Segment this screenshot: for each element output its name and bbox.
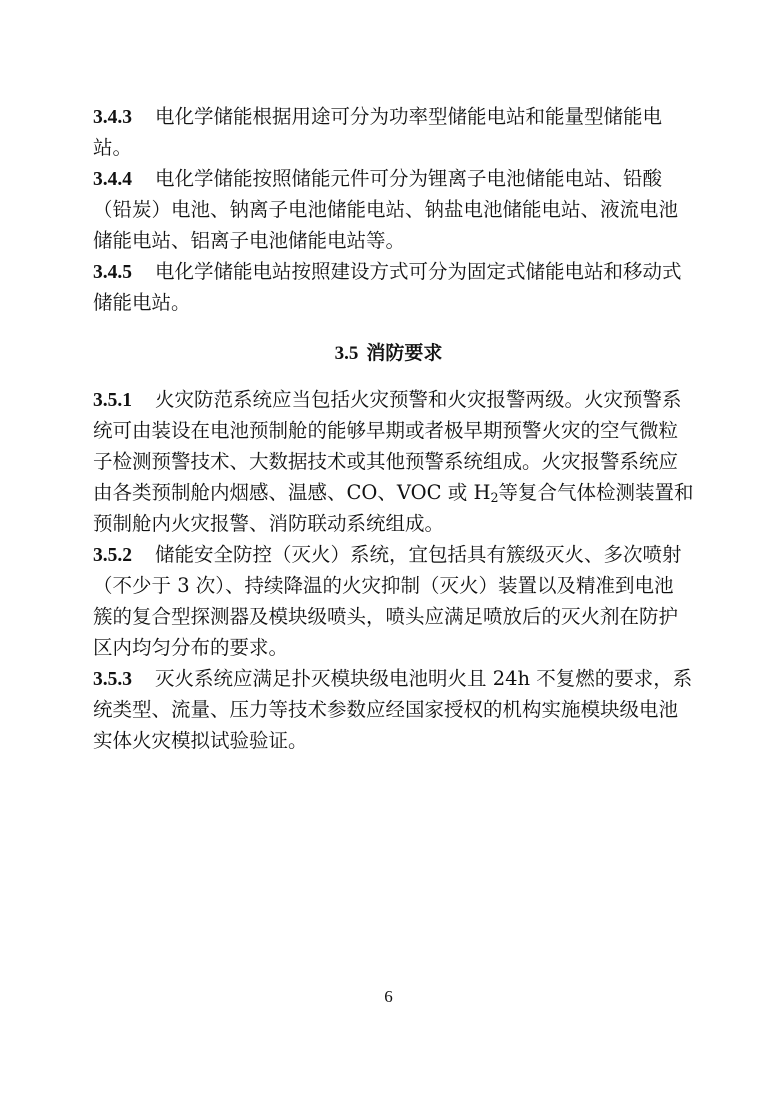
clause-text: （铅炭）电池、钠离子电池储能电站、钠盐电池储能电站、液流电池 [93,198,679,221]
clause-3-5-2-line-3 [93,602,678,632]
clause-text: 等复合气体检测装置和 [498,481,694,504]
clause-text: 区内均匀分布的要求。 [93,636,289,659]
clause-3-5-3-line-2 [93,695,678,725]
clause-3-4-4-line-2 [93,195,678,225]
clause-3-5-1-line-1 [93,385,682,416]
clause-3-4-4-line-3 [93,226,405,256]
clause-text: 由各类预制舱内烟感、温感、CO、VOC 或 H [93,481,491,504]
clause-text: 电化学储能根据用途可分为功率型储能电站和能量型储能电 [155,105,663,128]
clause-text: 子检测预警技术、大数据技术或其他预警系统组成。火灾报警系统应 [93,450,679,473]
clause-3-4-3-line-1 [93,102,662,133]
clause-3-5-3-line-3 [93,726,308,756]
section-title: 消防要求 [366,342,443,364]
clause-number: 3.4.3 [93,107,132,128]
page-number: 6 [384,987,393,1006]
clause-text: 火灾防范系统应当包括火灾预警和火灾报警两级。火灾预警系 [155,388,682,411]
clause-text: 簇的复合型探测器及模块级喷头，喷头应满足喷放后的灭火剂在防护 [93,605,679,628]
clause-3-5-2-line-1 [93,540,682,571]
clause-text: 电化学储能按照储能元件可分为锂离子电池储能电站、铅酸 [155,167,663,190]
clause-text: 统可由装设在电池预制舱的能够早期或者极早期预警火灾的空气微粒 [93,419,679,442]
clause-text: 站。 [93,136,133,159]
clause-text: 灭火系统应满足扑灭模块级电池明火且 24h 不复燃的要求，系 [155,667,693,690]
clause-3-4-4-line-1 [93,164,662,195]
subscript: 2 [490,490,499,506]
clause-number: 3.4.4 [93,169,132,190]
clause-number: 3.5.1 [93,390,132,411]
clause-3-5-1-line-4 [93,478,694,508]
clause-3-4-5-line-1 [93,257,682,288]
clause-3-4-3-line-2 [93,133,132,163]
clause-text: 实体火灾模拟试验验证。 [93,729,308,752]
clause-3-5-1-line-2 [93,416,678,446]
clause-3-5-1-line-3 [93,447,678,477]
clause-text: 预制舱内火灾报警、消防联动系统组成。 [93,512,445,535]
clause-text: 统类型、流量、压力等技术参数应经国家授权的机构实施模块级电池 [93,698,679,721]
clause-text: （不少于 3 次）、持续降温的火灾抑制（灭火）装置以及精准到电池 [93,574,674,597]
clause-text: 储能电站、铝离子电池储能电站等。 [93,229,406,252]
clause-number: 3.5.3 [93,669,132,690]
clause-text: 储能安全防控（灭火）系统，宜包括具有簇级灭火、多次喷射 [155,543,682,566]
clause-text: 储能电站。 [93,291,191,314]
clause-number: 3.5.2 [93,545,132,566]
clause-3-5-2-line-2 [93,571,674,601]
clause-3-4-5-line-2 [93,288,191,318]
clause-number: 3.4.5 [93,262,132,283]
section-number: 3.5 [334,343,359,364]
clause-3-5-3-line-1 [93,664,692,695]
clause-3-5-1-line-5 [93,509,444,539]
clause-3-5-2-line-4 [93,633,288,663]
section-heading [0,338,777,369]
clause-text: 电化学储能电站按照建设方式可分为固定式储能电站和移动式 [155,260,682,283]
